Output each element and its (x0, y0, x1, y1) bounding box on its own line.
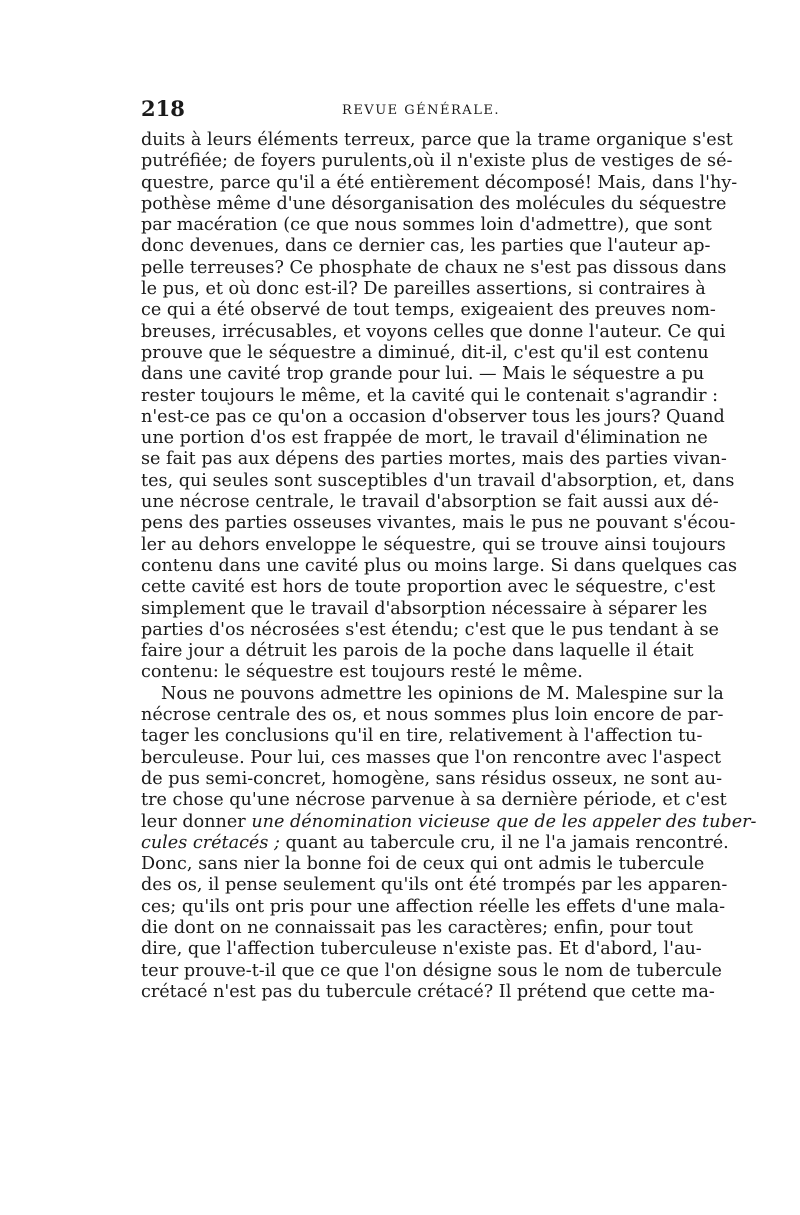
page-header (141, 96, 661, 126)
text-line: tes, qui seules sont susceptibles d'un travail d'absorption, et, dans (141, 470, 735, 491)
text-line: contenu dans une cavité plus ou moins large. Si dans quelques cas (141, 555, 738, 576)
text-line: tager les conclusions qu'il en tire, relativement à l'affection tu- (141, 726, 703, 747)
text-line: dire, que l'affection tuberculeuse n'existe pas. Et d'abord, l'au- (141, 939, 702, 960)
text-line: donc devenues, dans ce dernier cas, les parties que l'auteur ap- (141, 236, 711, 257)
text-line: Donc, sans nier la bonne foi de ceux qui ont admis le tubercule (141, 854, 705, 875)
text-line: tre chose qu'une nécrose parvenue à sa dernière période, et c'est (141, 790, 727, 811)
text-line: pothèse même d'une désorganisation des molécules du séquestre (141, 193, 727, 214)
text-line: le pus, et où donc est-il? De pareilles assertions, si contraires à (141, 279, 706, 300)
text-line (141, 811, 757, 833)
text-line: teur prouve-t-il que ce que l'on désigne sous le nom de tubercule (141, 960, 722, 981)
text-line: par macération (ce que nous sommes loin d'admettre), que sont (141, 215, 712, 236)
text-line: simplement que le travail d'absorption nécessaire à séparer les (141, 598, 708, 619)
text-line: Nous ne pouvons admettre les opinions de M. Malespine sur la (161, 683, 724, 704)
text-line: de pus semi-concret, homogène, sans résidus osseux, ne sont au- (141, 768, 723, 789)
italic-phrase: cules crétacés ; (141, 832, 280, 853)
text-line: ler au dehors enveloppe le séquestre, qui se trouve ainsi toujours (141, 534, 726, 555)
text-line: crétacé n'est pas du tubercule crétacé? Il prétend que cette ma- (141, 981, 715, 1002)
italic-phrase: une dénomination vicieuse que de les appeler des tuber- (251, 811, 757, 832)
text-run: quant au tabercule cru, il ne l'a jamais rencontré. (279, 832, 729, 853)
text-line: contenu: le séquestre est toujours resté le même. (141, 662, 583, 683)
text-line: duits à leurs éléments terreux, parce que la trame organique s'est (141, 130, 733, 150)
text-line: ces; qu'ils ont pris pour une affection réelle les effets d'une mala- (141, 896, 726, 917)
text-line: une nécrose centrale, le travail d'absorption se fait aussi aux dé- (141, 492, 719, 513)
text-run: leur donner (141, 811, 252, 832)
body-text (141, 130, 757, 1003)
text-line: prouve que le séquestre a diminué, dit-il, c'est qu'il est contenu (141, 342, 709, 363)
text-line: pens des parties osseuses vivantes, mais le pus ne pouvant s'écou- (141, 513, 736, 534)
text-line: breuses, irrécusables, et voyons celles que donne l'auteur. Ce qui (141, 321, 726, 342)
text-line: faire jour a détruit les parois de la poche dans laquelle il était (141, 641, 694, 662)
text-line: dans une cavité trop grande pour lui. — Mais le séquestre a pu (141, 364, 705, 385)
text-line: questre, parce qu'il a été entièrement décomposé! Mais, dans l'hy- (141, 172, 738, 193)
text-line: putréfiée; de foyers purulents,où il n'existe plus de vestiges de sé- (141, 151, 733, 172)
text-line: parties d'os nécrosées s'est étendu; c'est que le pus tendant à se (141, 619, 719, 640)
text-line: une portion d'os est frappée de mort, le travail d'élimination ne (141, 428, 708, 449)
running-head: REVUE GÉNÉRALE. (342, 103, 500, 118)
text-line: die dont on ne connaissait pas les caractères; enfin, pour tout (141, 917, 693, 938)
page-number: 218 (141, 96, 185, 121)
text-line (141, 832, 729, 854)
text-line: se fait pas aux dépens des parties mortes, mais des parties vivan- (141, 449, 727, 470)
text-line: rester toujours le même, et la cavité qui le contenait s'agrandir : (141, 385, 718, 406)
text-line: nécrose centrale des os, et nous sommes plus loin encore de par- (141, 705, 724, 726)
text-line: des os, il pense seulement qu'ils ont été trompés par les apparen- (141, 875, 728, 896)
text-line: berculeuse. Pour lui, ces masses que l'on rencontre avec l'aspect (141, 747, 722, 768)
text-line: pelle terreuses? Ce phosphate de chaux ne s'est pas dissous dans (141, 257, 727, 278)
text-line: cette cavité est hors de toute proportion avec le séquestre, c'est (141, 577, 716, 598)
text-line: n'est-ce pas ce qu'on a occasion d'observer tous les jours? Quand (141, 406, 725, 427)
text-line: ce qui a été observé de tout temps, exigeaient des preuves nom- (141, 300, 716, 321)
